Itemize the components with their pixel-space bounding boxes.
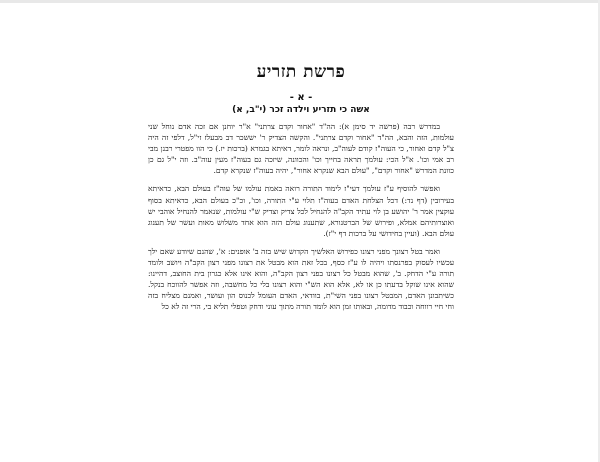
section-number: - א - [289, 92, 313, 103]
paragraph-3: ואמר בטל רצונך מפני רצונו כפירוש האלשיך הקדוש שיש בזה ב' אופנים: א', שהנם שיודע שאם ילך עכשיו לעסוק בפרנסתו ויהיה לו ע"ז כסף, בכל זאת הוא מבטל את רצונו מפני רצון הקב"ה ויושב ולומד תורה ע"י הדחק. ב', שהוא מבטל כל רצונו בפני רצון הקב"ה, והוא אינו אלא כגרון בית החוצב, דהיינו: שהוא אינו שוקל בדעתו כן או לא, אלא הוא הש"י והוא רצונו בלי כל מחשבה, וזה אפשר להווכח בנקל. כשיתבונן האדם, המבטל רצונו בפני השי"ת, בוודאי, האדם העומל לכנוס הון ועושר, ואמנם מצליח בזה וחי חיי רווחה וכבוד מדומה, ובאותו זמן הוא לומד תורה מתוך עוני ודחק וטפלי תליא בי, הרי זה לא כל [148, 246, 454, 312]
scan-edge-top [0, 0, 600, 3]
section-heading: אשה כי תזריע וילדה זכר (י"ב, א) [232, 105, 370, 115]
paragraph-2: ואפשר להוסיף ע"ז עולמך דעי"ז לימוד התורה רואה באמת עולמו של עוה"ז בעולם הבא, כדאיתא בעירובין (דף נד:) דכל הצלחת האדם בעוה"ז תלוי ע"י התורה, וכו', וכ"כ בעולם הבא, כדאיתא בסוף עוקצין אמר ר' יהושע בן לוי עתיד הקב"ה להנחיל לכל צדיק וצדיק ש"י עולמות, שנאמר להנחיל אוהבי יש ואוצרותיהם אמלא, ופירוש של הברטנורא, שתענוג עולם הזה הוא אחד משלוש מאות ועשר של תענוג עולם הבא. (ועיין בחידושי על ברכות דף י"ז). [148, 184, 454, 238]
document-body [148, 62, 454, 313]
paragraph-1: במדרש רבה (פרשה יד סימן א): הה"ד "אחור וקדם צרתני" א"ר יוחנן אם זכה אדם נוחל שני עולמות, הזה והבא, הה"ד "אחור וקדם צרתני". והקשה הצדיק ר' יששכר דב מבעלז זי"ל, דלפי זה היה צ"ל קדם ואחור, כי העוה"ז קודם לעוה"ב, ונראה לומר, דאיתא בגמרא (ברכות יז.) כי הוו מפטרי רבנן מבי רב אמי וכו'. א"ל הכי: עולמך תראה בחייך וכו' והכוונה, שיזכה גם בעוה"ז מעין עוה"ב. וזה י"ל גם כן כוונת המדרש "אחור וקדם", "עולם הבא שנקרא אחור", יהיה בעוה"ז שנקרא קדם. [148, 122, 454, 176]
page-title: פרשת תזריע [256, 62, 346, 82]
